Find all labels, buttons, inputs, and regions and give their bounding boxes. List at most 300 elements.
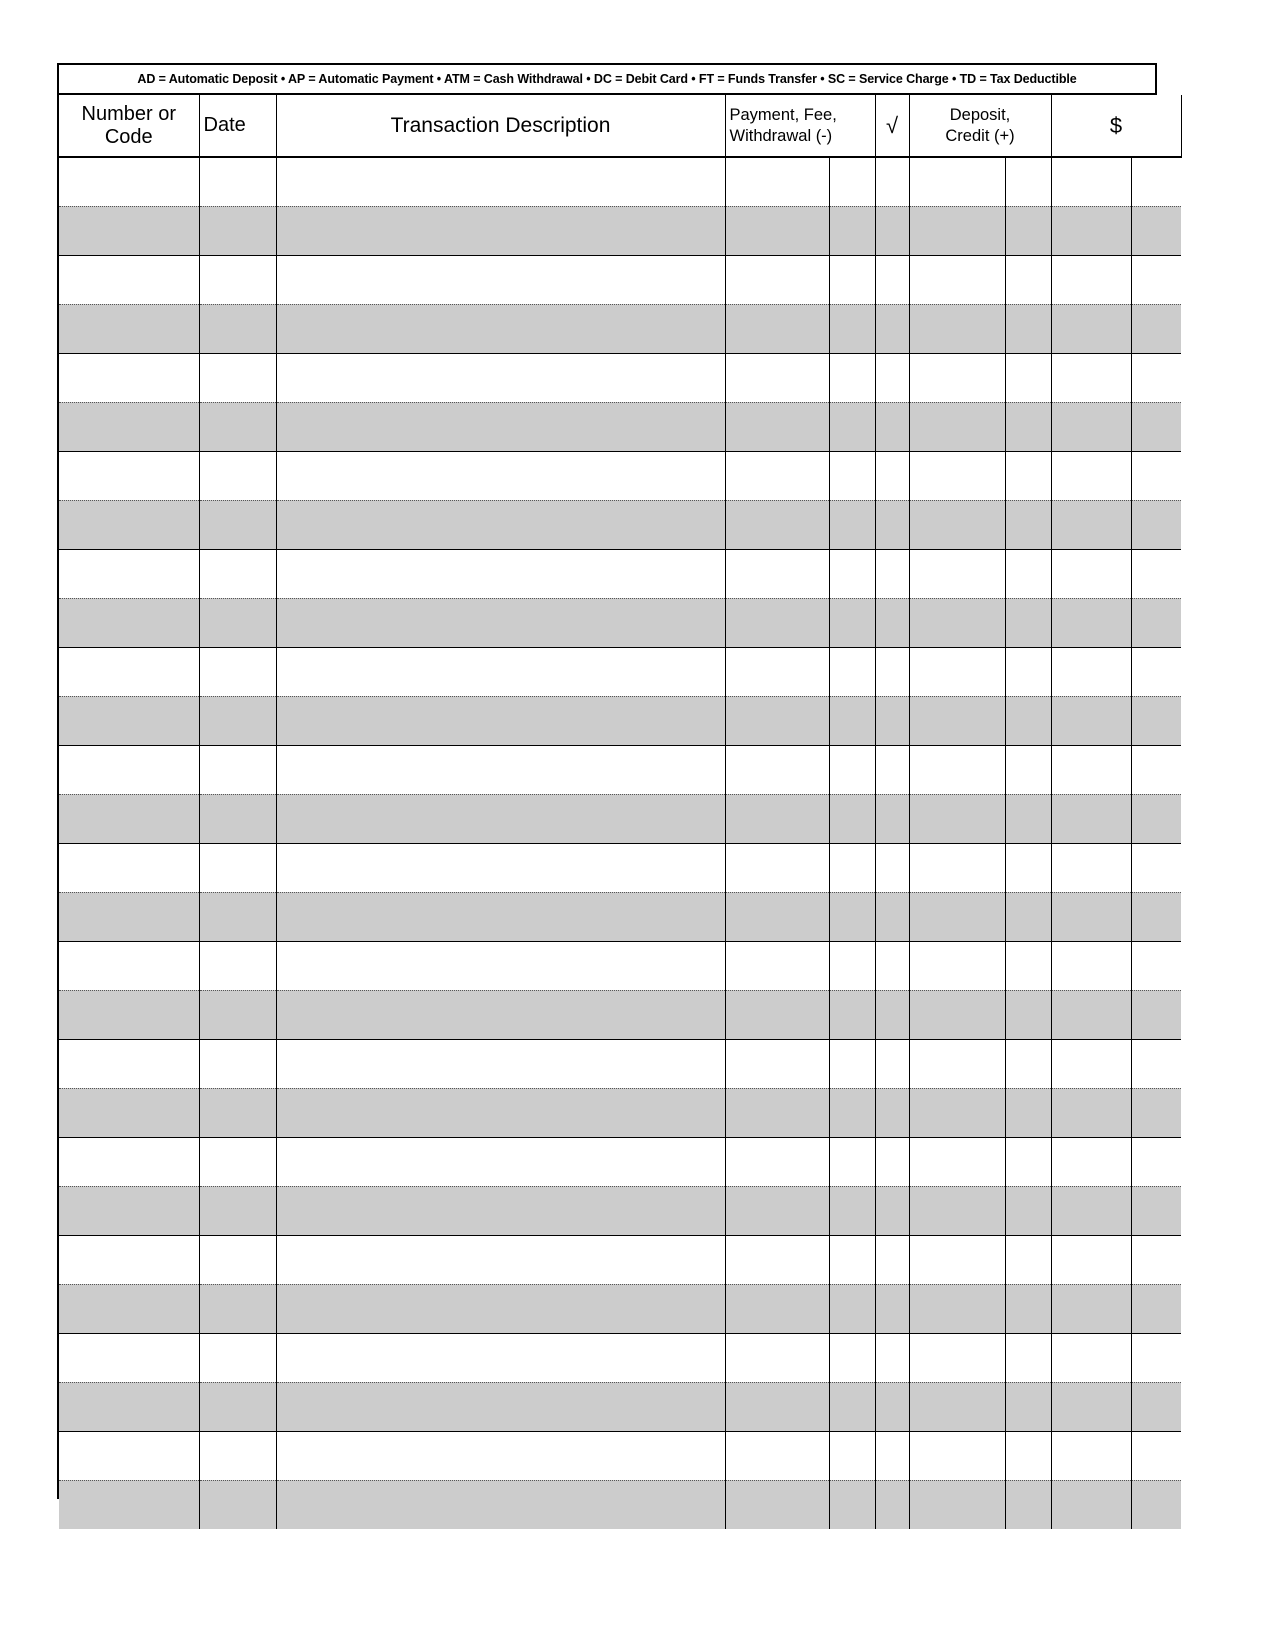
cell-date[interactable]	[199, 500, 276, 549]
cell-deposit-cents[interactable]	[1005, 647, 1051, 696]
table-row[interactable]	[59, 1137, 1181, 1186]
table-row[interactable]	[59, 1431, 1181, 1480]
cell-check[interactable]	[875, 745, 909, 794]
cell-description[interactable]	[276, 696, 725, 745]
cell-description[interactable]	[276, 157, 725, 206]
cell-payment-cents[interactable]	[829, 206, 875, 255]
cell-date[interactable]	[199, 794, 276, 843]
cell-description[interactable]	[276, 1333, 725, 1382]
cell-payment-cents[interactable]	[829, 255, 875, 304]
cell-deposit[interactable]	[909, 647, 1005, 696]
cell-balance[interactable]	[1051, 1431, 1131, 1480]
cell-check[interactable]	[875, 402, 909, 451]
cell-balance[interactable]	[1051, 990, 1131, 1039]
cell-deposit[interactable]	[909, 696, 1005, 745]
cell-payment[interactable]	[725, 451, 829, 500]
cell-payment[interactable]	[725, 696, 829, 745]
cell-balance[interactable]	[1051, 304, 1131, 353]
table-row[interactable]	[59, 1382, 1181, 1431]
cell-payment-cents[interactable]	[829, 353, 875, 402]
cell-payment-cents[interactable]	[829, 990, 875, 1039]
cell-balance-cents[interactable]	[1131, 1382, 1181, 1431]
cell-payment[interactable]	[725, 206, 829, 255]
cell-date[interactable]	[199, 206, 276, 255]
table-row[interactable]	[59, 990, 1181, 1039]
cell-payment-cents[interactable]	[829, 843, 875, 892]
cell-payment[interactable]	[725, 157, 829, 206]
cell-description[interactable]	[276, 1480, 725, 1529]
cell-balance[interactable]	[1051, 451, 1131, 500]
cell-payment[interactable]	[725, 794, 829, 843]
cell-deposit[interactable]	[909, 1186, 1005, 1235]
cell-check[interactable]	[875, 1039, 909, 1088]
cell-number[interactable]	[59, 794, 199, 843]
cell-description[interactable]	[276, 1431, 725, 1480]
cell-deposit[interactable]	[909, 1235, 1005, 1284]
table-row[interactable]	[59, 696, 1181, 745]
cell-check[interactable]	[875, 549, 909, 598]
cell-number[interactable]	[59, 157, 199, 206]
cell-deposit-cents[interactable]	[1005, 1284, 1051, 1333]
cell-check[interactable]	[875, 1137, 909, 1186]
cell-payment-cents[interactable]	[829, 1186, 875, 1235]
cell-date[interactable]	[199, 745, 276, 794]
cell-payment-cents[interactable]	[829, 1235, 875, 1284]
cell-deposit[interactable]	[909, 745, 1005, 794]
cell-deposit[interactable]	[909, 892, 1005, 941]
cell-balance-cents[interactable]	[1131, 892, 1181, 941]
cell-balance[interactable]	[1051, 206, 1131, 255]
cell-date[interactable]	[199, 1382, 276, 1431]
cell-deposit-cents[interactable]	[1005, 304, 1051, 353]
cell-deposit-cents[interactable]	[1005, 1431, 1051, 1480]
cell-payment[interactable]	[725, 1480, 829, 1529]
cell-balance-cents[interactable]	[1131, 1431, 1181, 1480]
cell-deposit[interactable]	[909, 157, 1005, 206]
cell-deposit[interactable]	[909, 353, 1005, 402]
cell-number[interactable]	[59, 304, 199, 353]
cell-payment[interactable]	[725, 990, 829, 1039]
cell-balance-cents[interactable]	[1131, 598, 1181, 647]
cell-payment-cents[interactable]	[829, 1431, 875, 1480]
cell-balance-cents[interactable]	[1131, 696, 1181, 745]
cell-balance-cents[interactable]	[1131, 451, 1181, 500]
cell-deposit[interactable]	[909, 941, 1005, 990]
cell-number[interactable]	[59, 745, 199, 794]
cell-date[interactable]	[199, 843, 276, 892]
cell-balance[interactable]	[1051, 941, 1131, 990]
cell-balance[interactable]	[1051, 843, 1131, 892]
cell-payment[interactable]	[725, 304, 829, 353]
cell-balance-cents[interactable]	[1131, 255, 1181, 304]
cell-number[interactable]	[59, 255, 199, 304]
table-row[interactable]	[59, 647, 1181, 696]
cell-check[interactable]	[875, 1431, 909, 1480]
cell-payment[interactable]	[725, 892, 829, 941]
cell-payment[interactable]	[725, 255, 829, 304]
cell-deposit[interactable]	[909, 1284, 1005, 1333]
cell-payment-cents[interactable]	[829, 304, 875, 353]
cell-date[interactable]	[199, 1431, 276, 1480]
table-row[interactable]	[59, 157, 1181, 206]
cell-check[interactable]	[875, 843, 909, 892]
cell-check[interactable]	[875, 353, 909, 402]
cell-deposit-cents[interactable]	[1005, 1480, 1051, 1529]
cell-date[interactable]	[199, 1039, 276, 1088]
cell-deposit[interactable]	[909, 500, 1005, 549]
cell-balance[interactable]	[1051, 1235, 1131, 1284]
cell-balance[interactable]	[1051, 892, 1131, 941]
cell-date[interactable]	[199, 451, 276, 500]
cell-check[interactable]	[875, 255, 909, 304]
cell-number[interactable]	[59, 696, 199, 745]
cell-deposit-cents[interactable]	[1005, 353, 1051, 402]
table-row[interactable]	[59, 1333, 1181, 1382]
cell-balance-cents[interactable]	[1131, 843, 1181, 892]
cell-balance-cents[interactable]	[1131, 1284, 1181, 1333]
cell-balance-cents[interactable]	[1131, 353, 1181, 402]
cell-description[interactable]	[276, 598, 725, 647]
cell-date[interactable]	[199, 647, 276, 696]
cell-deposit[interactable]	[909, 451, 1005, 500]
cell-date[interactable]	[199, 1137, 276, 1186]
cell-number[interactable]	[59, 598, 199, 647]
cell-deposit[interactable]	[909, 843, 1005, 892]
cell-balance-cents[interactable]	[1131, 304, 1181, 353]
cell-deposit-cents[interactable]	[1005, 1382, 1051, 1431]
cell-deposit[interactable]	[909, 1333, 1005, 1382]
cell-deposit[interactable]	[909, 255, 1005, 304]
cell-description[interactable]	[276, 451, 725, 500]
cell-number[interactable]	[59, 843, 199, 892]
cell-number[interactable]	[59, 500, 199, 549]
cell-check[interactable]	[875, 990, 909, 1039]
table-row[interactable]	[59, 255, 1181, 304]
cell-balance-cents[interactable]	[1131, 990, 1181, 1039]
cell-number[interactable]	[59, 1088, 199, 1137]
cell-check[interactable]	[875, 206, 909, 255]
cell-deposit-cents[interactable]	[1005, 1235, 1051, 1284]
cell-date[interactable]	[199, 892, 276, 941]
cell-number[interactable]	[59, 549, 199, 598]
cell-date[interactable]	[199, 255, 276, 304]
cell-payment-cents[interactable]	[829, 892, 875, 941]
cell-payment-cents[interactable]	[829, 549, 875, 598]
cell-description[interactable]	[276, 1382, 725, 1431]
cell-deposit-cents[interactable]	[1005, 549, 1051, 598]
cell-deposit-cents[interactable]	[1005, 745, 1051, 794]
cell-balance[interactable]	[1051, 549, 1131, 598]
cell-balance-cents[interactable]	[1131, 1333, 1181, 1382]
cell-deposit-cents[interactable]	[1005, 451, 1051, 500]
cell-balance-cents[interactable]	[1131, 1039, 1181, 1088]
cell-balance[interactable]	[1051, 647, 1131, 696]
cell-balance[interactable]	[1051, 157, 1131, 206]
cell-number[interactable]	[59, 647, 199, 696]
cell-payment[interactable]	[725, 353, 829, 402]
cell-deposit-cents[interactable]	[1005, 598, 1051, 647]
cell-description[interactable]	[276, 1235, 725, 1284]
cell-balance-cents[interactable]	[1131, 206, 1181, 255]
cell-payment[interactable]	[725, 402, 829, 451]
table-row[interactable]	[59, 745, 1181, 794]
cell-payment-cents[interactable]	[829, 794, 875, 843]
cell-description[interactable]	[276, 990, 725, 1039]
cell-number[interactable]	[59, 1284, 199, 1333]
cell-payment[interactable]	[725, 1431, 829, 1480]
cell-deposit[interactable]	[909, 1431, 1005, 1480]
cell-number[interactable]	[59, 206, 199, 255]
cell-payment[interactable]	[725, 1333, 829, 1382]
cell-balance[interactable]	[1051, 598, 1131, 647]
cell-description[interactable]	[276, 1088, 725, 1137]
cell-deposit-cents[interactable]	[1005, 402, 1051, 451]
cell-description[interactable]	[276, 206, 725, 255]
cell-deposit-cents[interactable]	[1005, 1333, 1051, 1382]
cell-balance-cents[interactable]	[1131, 1088, 1181, 1137]
cell-description[interactable]	[276, 892, 725, 941]
cell-balance[interactable]	[1051, 745, 1131, 794]
cell-deposit[interactable]	[909, 1088, 1005, 1137]
cell-payment[interactable]	[725, 647, 829, 696]
cell-payment-cents[interactable]	[829, 1284, 875, 1333]
cell-deposit[interactable]	[909, 794, 1005, 843]
table-row[interactable]	[59, 1480, 1181, 1529]
cell-balance-cents[interactable]	[1131, 402, 1181, 451]
cell-date[interactable]	[199, 990, 276, 1039]
cell-date[interactable]	[199, 353, 276, 402]
cell-date[interactable]	[199, 1186, 276, 1235]
cell-deposit-cents[interactable]	[1005, 157, 1051, 206]
table-row[interactable]	[59, 794, 1181, 843]
cell-check[interactable]	[875, 1480, 909, 1529]
cell-number[interactable]	[59, 353, 199, 402]
cell-balance[interactable]	[1051, 255, 1131, 304]
cell-check[interactable]	[875, 1235, 909, 1284]
cell-payment-cents[interactable]	[829, 500, 875, 549]
cell-number[interactable]	[59, 451, 199, 500]
cell-balance[interactable]	[1051, 1382, 1131, 1431]
cell-deposit[interactable]	[909, 1039, 1005, 1088]
cell-payment[interactable]	[725, 500, 829, 549]
cell-deposit-cents[interactable]	[1005, 255, 1051, 304]
cell-date[interactable]	[199, 696, 276, 745]
cell-balance-cents[interactable]	[1131, 1235, 1181, 1284]
cell-balance-cents[interactable]	[1131, 549, 1181, 598]
cell-deposit-cents[interactable]	[1005, 206, 1051, 255]
cell-date[interactable]	[199, 549, 276, 598]
cell-deposit[interactable]	[909, 206, 1005, 255]
cell-payment[interactable]	[725, 1039, 829, 1088]
cell-payment[interactable]	[725, 1235, 829, 1284]
table-row[interactable]	[59, 402, 1181, 451]
cell-deposit-cents[interactable]	[1005, 500, 1051, 549]
cell-number[interactable]	[59, 1431, 199, 1480]
cell-payment-cents[interactable]	[829, 1088, 875, 1137]
cell-balance-cents[interactable]	[1131, 794, 1181, 843]
cell-number[interactable]	[59, 1382, 199, 1431]
cell-description[interactable]	[276, 843, 725, 892]
cell-deposit-cents[interactable]	[1005, 1039, 1051, 1088]
cell-payment[interactable]	[725, 745, 829, 794]
cell-payment-cents[interactable]	[829, 1137, 875, 1186]
table-row[interactable]	[59, 304, 1181, 353]
cell-payment-cents[interactable]	[829, 1333, 875, 1382]
cell-date[interactable]	[199, 598, 276, 647]
cell-balance[interactable]	[1051, 1284, 1131, 1333]
cell-payment[interactable]	[725, 1137, 829, 1186]
cell-balance-cents[interactable]	[1131, 1480, 1181, 1529]
cell-balance-cents[interactable]	[1131, 941, 1181, 990]
cell-payment[interactable]	[725, 1284, 829, 1333]
cell-deposit[interactable]	[909, 1480, 1005, 1529]
cell-deposit[interactable]	[909, 304, 1005, 353]
cell-description[interactable]	[276, 745, 725, 794]
cell-balance[interactable]	[1051, 696, 1131, 745]
cell-balance[interactable]	[1051, 1333, 1131, 1382]
cell-balance-cents[interactable]	[1131, 500, 1181, 549]
cell-deposit-cents[interactable]	[1005, 843, 1051, 892]
cell-payment-cents[interactable]	[829, 157, 875, 206]
cell-date[interactable]	[199, 1235, 276, 1284]
cell-deposit-cents[interactable]	[1005, 990, 1051, 1039]
table-row[interactable]	[59, 206, 1181, 255]
cell-check[interactable]	[875, 1186, 909, 1235]
cell-check[interactable]	[875, 1382, 909, 1431]
cell-balance-cents[interactable]	[1131, 647, 1181, 696]
cell-date[interactable]	[199, 1284, 276, 1333]
cell-balance[interactable]	[1051, 1088, 1131, 1137]
cell-description[interactable]	[276, 647, 725, 696]
cell-payment[interactable]	[725, 1186, 829, 1235]
table-row[interactable]	[59, 1284, 1181, 1333]
table-row[interactable]	[59, 500, 1181, 549]
cell-balance-cents[interactable]	[1131, 1137, 1181, 1186]
cell-date[interactable]	[199, 941, 276, 990]
cell-balance[interactable]	[1051, 1039, 1131, 1088]
cell-check[interactable]	[875, 304, 909, 353]
cell-description[interactable]	[276, 1186, 725, 1235]
cell-date[interactable]	[199, 1480, 276, 1529]
cell-date[interactable]	[199, 1333, 276, 1382]
cell-payment-cents[interactable]	[829, 745, 875, 794]
table-row[interactable]	[59, 843, 1181, 892]
cell-deposit-cents[interactable]	[1005, 794, 1051, 843]
cell-payment[interactable]	[725, 598, 829, 647]
cell-check[interactable]	[875, 157, 909, 206]
cell-payment-cents[interactable]	[829, 1480, 875, 1529]
cell-deposit-cents[interactable]	[1005, 1088, 1051, 1137]
cell-description[interactable]	[276, 1284, 725, 1333]
cell-payment-cents[interactable]	[829, 598, 875, 647]
cell-payment-cents[interactable]	[829, 451, 875, 500]
cell-check[interactable]	[875, 647, 909, 696]
table-row[interactable]	[59, 1088, 1181, 1137]
cell-check[interactable]	[875, 1088, 909, 1137]
cell-number[interactable]	[59, 1480, 199, 1529]
cell-balance[interactable]	[1051, 402, 1131, 451]
cell-number[interactable]	[59, 1039, 199, 1088]
cell-check[interactable]	[875, 794, 909, 843]
cell-check[interactable]	[875, 892, 909, 941]
cell-payment[interactable]	[725, 941, 829, 990]
cell-check[interactable]	[875, 598, 909, 647]
cell-balance-cents[interactable]	[1131, 157, 1181, 206]
cell-check[interactable]	[875, 1333, 909, 1382]
cell-balance[interactable]	[1051, 1186, 1131, 1235]
table-row[interactable]	[59, 451, 1181, 500]
cell-deposit[interactable]	[909, 1137, 1005, 1186]
cell-balance[interactable]	[1051, 794, 1131, 843]
table-row[interactable]	[59, 1235, 1181, 1284]
cell-description[interactable]	[276, 402, 725, 451]
cell-balance-cents[interactable]	[1131, 745, 1181, 794]
table-row[interactable]	[59, 1039, 1181, 1088]
table-row[interactable]	[59, 1186, 1181, 1235]
table-row[interactable]	[59, 598, 1181, 647]
cell-balance-cents[interactable]	[1131, 1186, 1181, 1235]
cell-description[interactable]	[276, 304, 725, 353]
cell-payment[interactable]	[725, 549, 829, 598]
cell-payment-cents[interactable]	[829, 647, 875, 696]
cell-check[interactable]	[875, 941, 909, 990]
cell-payment[interactable]	[725, 1382, 829, 1431]
cell-number[interactable]	[59, 892, 199, 941]
cell-number[interactable]	[59, 990, 199, 1039]
cell-deposit[interactable]	[909, 990, 1005, 1039]
cell-deposit-cents[interactable]	[1005, 892, 1051, 941]
cell-deposit[interactable]	[909, 1382, 1005, 1431]
cell-payment-cents[interactable]	[829, 941, 875, 990]
cell-number[interactable]	[59, 1137, 199, 1186]
cell-deposit-cents[interactable]	[1005, 1186, 1051, 1235]
cell-balance[interactable]	[1051, 500, 1131, 549]
cell-balance[interactable]	[1051, 1137, 1131, 1186]
cell-description[interactable]	[276, 255, 725, 304]
cell-description[interactable]	[276, 794, 725, 843]
cell-balance[interactable]	[1051, 1480, 1131, 1529]
cell-date[interactable]	[199, 304, 276, 353]
cell-payment-cents[interactable]	[829, 402, 875, 451]
cell-date[interactable]	[199, 157, 276, 206]
cell-description[interactable]	[276, 941, 725, 990]
cell-payment-cents[interactable]	[829, 696, 875, 745]
cell-check[interactable]	[875, 696, 909, 745]
cell-number[interactable]	[59, 1235, 199, 1284]
cell-description[interactable]	[276, 500, 725, 549]
cell-deposit[interactable]	[909, 598, 1005, 647]
cell-deposit-cents[interactable]	[1005, 696, 1051, 745]
cell-description[interactable]	[276, 353, 725, 402]
cell-deposit[interactable]	[909, 402, 1005, 451]
table-row[interactable]	[59, 892, 1181, 941]
cell-payment-cents[interactable]	[829, 1039, 875, 1088]
cell-number[interactable]	[59, 1333, 199, 1382]
cell-description[interactable]	[276, 1137, 725, 1186]
cell-description[interactable]	[276, 1039, 725, 1088]
cell-payment-cents[interactable]	[829, 1382, 875, 1431]
cell-deposit-cents[interactable]	[1005, 1137, 1051, 1186]
cell-check[interactable]	[875, 451, 909, 500]
cell-description[interactable]	[276, 549, 725, 598]
cell-payment[interactable]	[725, 843, 829, 892]
cell-date[interactable]	[199, 402, 276, 451]
cell-payment[interactable]	[725, 1088, 829, 1137]
cell-number[interactable]	[59, 1186, 199, 1235]
table-row[interactable]	[59, 941, 1181, 990]
table-row[interactable]	[59, 353, 1181, 402]
cell-date[interactable]	[199, 1088, 276, 1137]
